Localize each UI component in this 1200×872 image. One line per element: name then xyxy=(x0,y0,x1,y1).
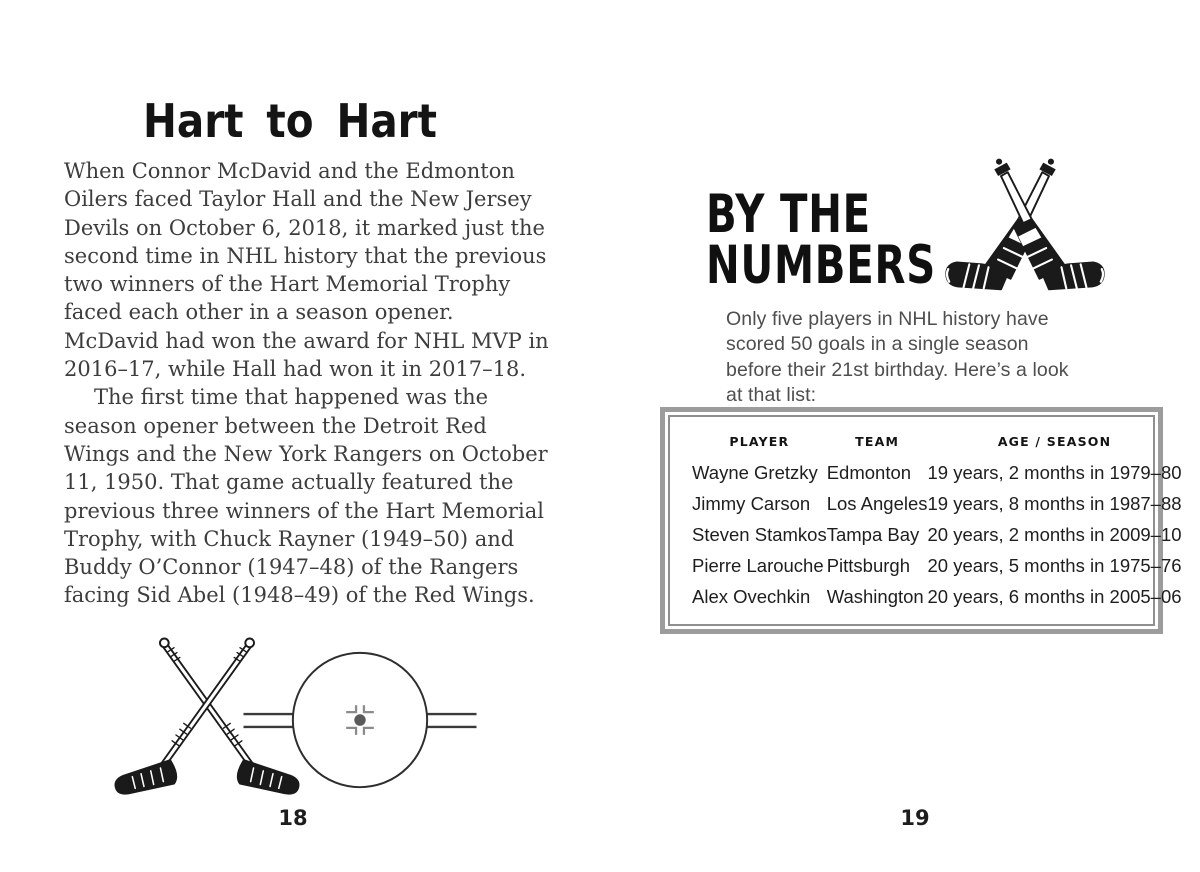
table-cell: Los Angeles xyxy=(826,492,928,514)
stats-table-frame xyxy=(660,407,1182,634)
table-row xyxy=(692,551,1182,582)
table-row xyxy=(692,582,1182,613)
section-intro: Only five players in NHL history have scored 50 goals in a single season before their 21st birthday. Here’s a look at that list: xyxy=(726,308,1069,407)
page-number-right: 19 xyxy=(900,806,930,830)
table-cell: Washington xyxy=(826,586,924,608)
table-cell: 20 years, 5 months in 1975–76 xyxy=(927,555,1182,577)
table-header-row xyxy=(692,434,1182,457)
table-cell: Wayne Gretzky xyxy=(692,461,818,483)
faceoff-circle-icon xyxy=(241,643,479,801)
chapter-title: Hart to Hart xyxy=(143,94,437,148)
table-cell: Pittsburgh xyxy=(826,555,910,577)
table-cell: Tampa Bay xyxy=(826,524,920,545)
table-cell: 20 years, 2 months in 2009–10 xyxy=(927,524,1182,545)
table-row xyxy=(692,519,1182,550)
column-header-team: TEAM xyxy=(855,434,900,450)
table-cell: Steven Stamkos xyxy=(692,524,827,545)
section-heading xyxy=(706,184,937,296)
section-heading-line1: BY THE xyxy=(706,184,871,245)
crossed-goalie-sticks-icon xyxy=(941,153,1109,297)
column-header-player: PLAYER xyxy=(729,434,790,450)
table-cell: Pierre Larouche xyxy=(692,555,824,577)
body-paragraph: When Connor McDavid and the Edmonton Oilers faced Taylor Hall and the New Jersey Devils on October 6, 2018, it marked just the second time in NHL history that the previous two winners of the Hart Memorial Trophy faced each other in a season opener. McDavid had won the award for NHL MVP in 2016–17, while Hall had won it in 2017–18. xyxy=(64,159,549,382)
stats-table-inner-frame xyxy=(668,415,1182,626)
table-row xyxy=(692,488,1182,519)
chapter-body xyxy=(64,157,553,610)
table-cell: Alex Ovechkin xyxy=(692,586,811,608)
table-cell: 19 years, 2 months in 1979–80 xyxy=(927,461,1182,483)
table-cell: 19 years, 8 months in 1987–88 xyxy=(927,492,1182,514)
section-heading-line2: NUMBERS xyxy=(706,235,937,296)
stats-table xyxy=(692,434,1182,613)
column-header-age-season: AGE / SEASON xyxy=(997,434,1112,450)
table-cell: Edmonton xyxy=(826,461,912,483)
body-paragraph: The first time that happened was the season opener between the Detroit Red Wings and the New York Rangers on October 11, 1950. That game actually featured the previous three winners of the Hart Memorial Trophy, with Chuck Rayner (1949–50) and Buddy O’Connor (1947–48) of the Rangers facing Sid Abel (1948–49) of the Red Wings. xyxy=(64,385,548,608)
table-row xyxy=(692,457,1182,488)
page-number-left: 18 xyxy=(278,806,308,830)
table-cell: Jimmy Carson xyxy=(692,492,811,514)
table-cell: 20 years, 6 months in 2005–06 xyxy=(927,586,1182,608)
